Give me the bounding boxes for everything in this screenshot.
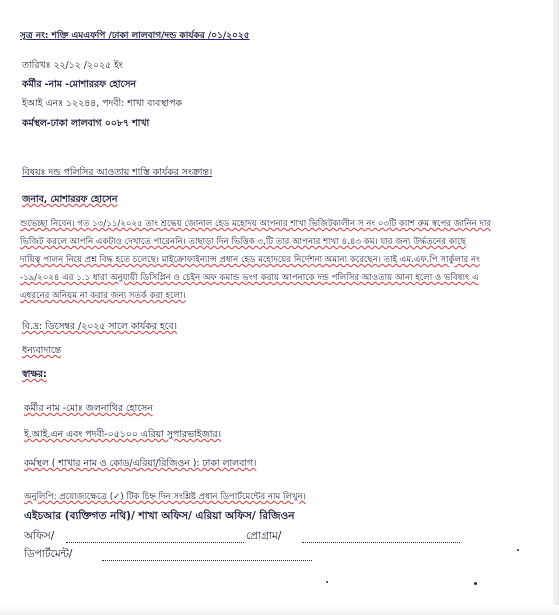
closing-regards: ধন্যবাদান্তে — [22, 345, 62, 356]
letter-date: তারিখঃ ২২/১২ /২০২৫ ইং — [22, 60, 123, 71]
body-line-5: এধরনের অনিয়ম না করার জন্য সতর্ক করা হলো। — [20, 291, 186, 301]
scan-edge-bottom — [0, 605, 559, 615]
employee-name: কর্মীর -নাম -মোশাররফ হোসেন — [22, 79, 136, 90]
effective-note: বি.দ্র: ডিসেম্বর /২০২৫ সালে কার্যকর হবে। — [22, 321, 177, 332]
program-label: প্রোগ্রাম/ — [246, 530, 282, 542]
signer-id: ই.আই.এন এবং পদবী-০৫১০০ এরিয়া সুপারভাইজার। — [24, 429, 221, 440]
program-fill-line — [302, 541, 460, 543]
scan-speck — [474, 582, 477, 585]
signature-label: স্বাক্ষর: — [22, 369, 47, 380]
signer-workplace: কর্মস্থল ( শাখার নাম ও কোড/এরিয়া/রিজিওন ): ঢাকা লালবাগ। — [24, 458, 257, 469]
employee-workplace: কর্মস্থল-ঢাকা লালবাগ ০০৮৭ শাখা — [22, 118, 150, 129]
body-line-4: -১৯/২০২৪ এর ১.১ ধারা অনুযায়ী ডিসিপ্লিন ও চেইন অফ কমান্ড ভংগ করায় আপনাকে দন্ড পলিসির আওতায় আনা হলো ও ভবিষ্যৎ এ — [20, 273, 479, 283]
office-label: অফিস/ — [24, 530, 55, 542]
employee-id: ইআই এনঃ ১২২৪৪, পদবী: শাখা ব্যবস্থাপক — [22, 98, 182, 109]
scan-speck — [517, 549, 519, 551]
body-line-1: শুভেচ্ছা নিবেন। গত ১৩/১১/২০২৫ তাং শ্রদ্ধেয় জোনাল হেড মহোদয় আপনার শাখা ভিজিটকালীন স নং ০৩টি ক্যাশ রুম স্বপের জানিন দার — [20, 219, 492, 229]
salutation: জনাব, মোশাররফ হোসেন — [22, 194, 118, 205]
scan-edge — [553, 0, 559, 615]
cc-heading: এইচআর (ব্যক্তিগত নথি)/ শাখা অফিস/ এরিয়া অফিস/ রিজিওন — [24, 510, 295, 522]
office-fill-line — [66, 541, 244, 543]
reference-number: সূত্র নং: শক্তি এমএফপি /ঢাকা লালবাগ/দন্ড কার্যকর /০১/২০২৫ — [20, 31, 250, 41]
department-label: ডিপার্টমেন্ট/ — [24, 548, 73, 560]
department-fill-line — [102, 559, 312, 561]
copy-note: অনুলিপি: প্রযোজ্যক্ষেত্রে (✓) টিক চিহ্ন দিন সংশ্লিষ্ট প্রধান ডিপার্টমেন্টের নাম লিখুন। — [24, 492, 306, 502]
body-line-3: দায়িত্ব পালন নিয়ে প্রশ্ন বিদ্ধ হতে চলেছে। মাইক্রোফাইন্যান্স প্রধান হেড মহোদয়ের নির্দেশনা অমান্য করেছেন। তাই এম.এফ.পি সার্কুলার নং — [20, 255, 480, 265]
scan-speck — [326, 581, 328, 583]
body-line-2: ভিজিট করলে আপনি একটাও দেখাতে পারেননি। তাছাড়া দিন ভিত্তিক ৩,টি তার আপনার শাখা ৪.৪৩ কম। যার জন্য উর্দ্ধতনের কাছে — [20, 237, 466, 247]
signer-name: কর্মীর নাম -মোঃ জলনাথির হোসেন — [24, 403, 153, 414]
subject-line: বিষয়ঃ দন্ড পলিসির আওতায় শাস্তি কার্যকর সংক্রান্ত। — [22, 167, 213, 178]
